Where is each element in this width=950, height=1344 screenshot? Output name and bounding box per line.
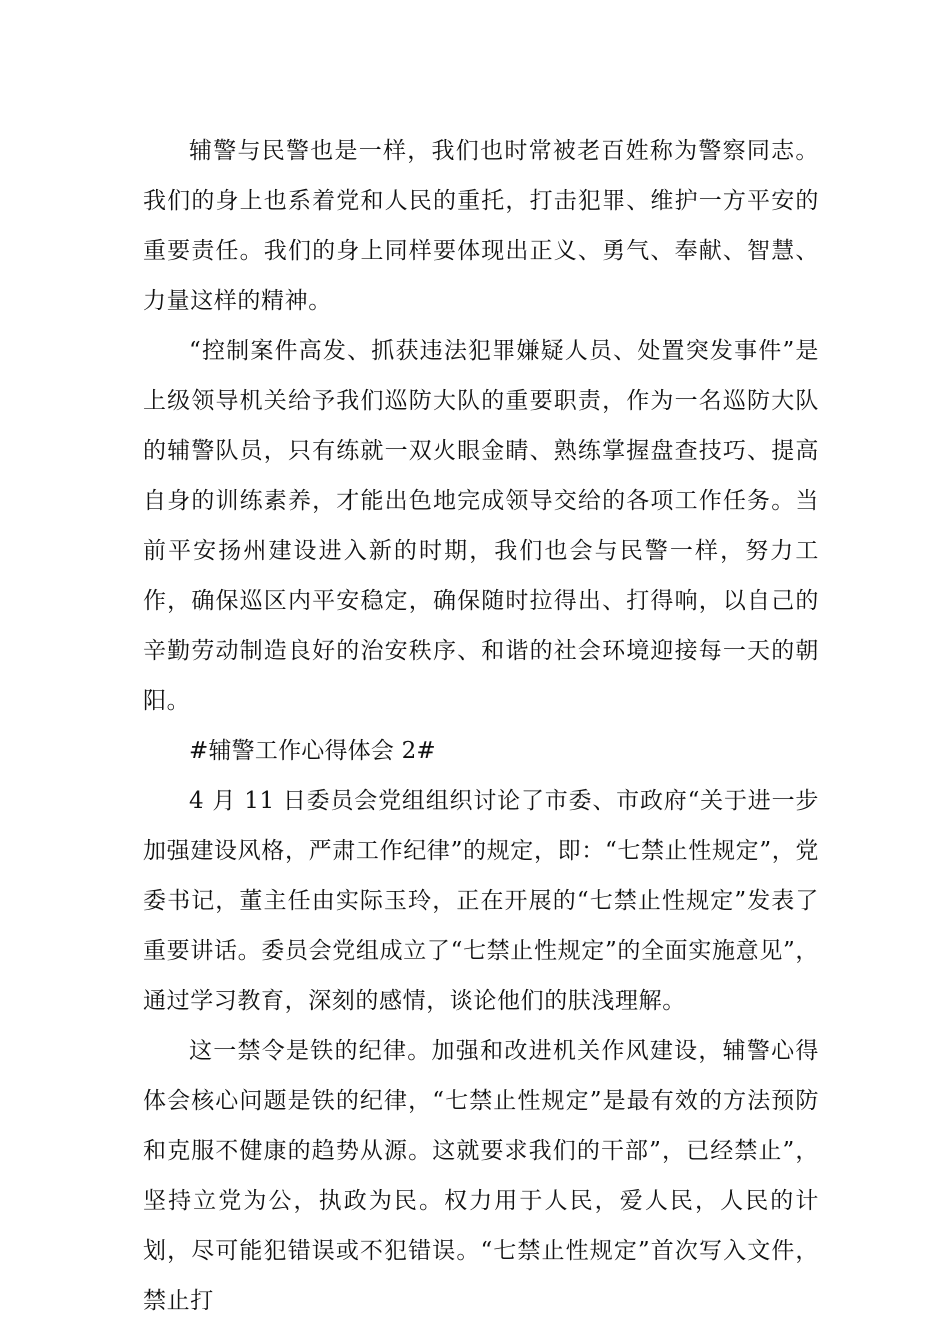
paragraph-3: 4 月 11 日委员会党组组织讨论了市委、市政府“关于进一步加强建设风格，严肃工作纪律”的规定，即：“七禁止性规定”，党委书记，董主任由实际玉玲，正在开展的“七禁止性规定”发表了重要讲话。委员会党组成立了“七禁止性规定”的全面实施意见”，通过学习教育，深刻的感情，谈论他们的肤浅理解。 bbox=[143, 788, 819, 1014]
document-body bbox=[143, 126, 819, 1326]
paragraph-4: 这一禁令是铁的纪律。加强和改进机关作风建设，辅警心得体会核心问题是铁的纪律，“七禁止性规定”是最有效的方法预防和克服不健康的趋势从源。这就要求我们的干部”，已经禁止”，坚持立党为公，执政为民。权力用于人民，爱人民，人民的计划，尽可能犯错误或不犯错误。“七禁止性规定”首次写入文件，禁止打 bbox=[143, 1038, 819, 1314]
paragraph-2: “控制案件高发、抓获违法犯罪嫌疑人员、处置突发事件”是上级领导机关给予我们巡防大队的重要职责，作为一名巡防大队的辅警队员，只有练就一双火眼金睛、熟练掌握盘查技巧、提高自身的训练素养，才能出色地完成领导交给的各项工作任务。当前平安扬州建设进入新的时期，我们也会与民警一样，努力工作，确保巡区内平安稳定，确保随时拉得出、打得响，以自己的辛勤劳动制造良好的治安秩序、和谐的社会环境迎接每一天的朝阳。 bbox=[143, 338, 819, 714]
paragraph-1: 辅警与民警也是一样，我们也时常被老百姓称为警察同志。我们的身上也系着党和人民的重托，打击犯罪、维护一方平安的重要责任。我们的身上同样要体现出正义、勇气、奉献、智慧、力量这样的精神。 bbox=[143, 138, 819, 314]
section-heading: #辅警工作心得体会 2# bbox=[189, 738, 436, 764]
